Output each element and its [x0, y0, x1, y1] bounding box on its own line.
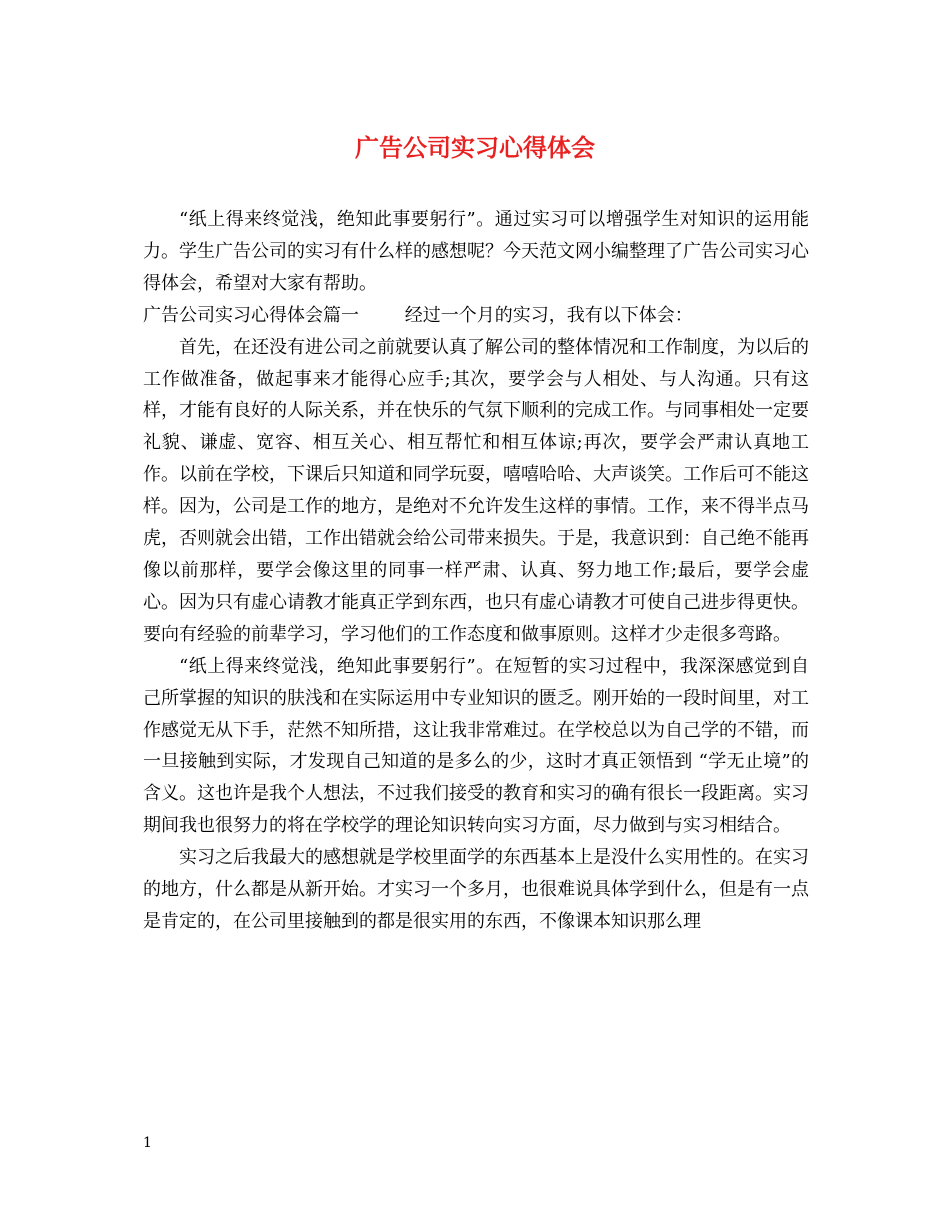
document-body: [143, 204, 809, 938]
body-paragraph-3: 实习之后我最大的感想就是学校里面学的东西基本上是没什么实用性的。在实习的地方，什么都是从新开始。才实习一个多月，也很难说具体学到什么，但是有一点是肯定的，在公司里接触到的都是很实用的东西，不像课本知识那么理: [143, 847, 809, 932]
section-heading-line: [143, 300, 809, 332]
body-paragraph-1: 首先，在还没有进公司之前就要认真了解公司的整体情况和工作制度，为以后的工作做准备，做起事来才能得心应手;其次，要学会与人相处、与人沟通。只有这样，才能有良好的人际关系，并在快乐的气氛下顺利的完成工作。与同事相处一定要礼貌、谦虚、宽容、相互关心、相互帮忙和相互体谅;再次，要学会严肃认真地工作。以前在学校，下课后只知道和同学玩耍，嘻嘻哈哈、大声谈笑。工作后可不能这样。因为，公司是工作的地方，是绝对不允许发生这样的事情。工作，来不得半点马虎，否则就会出错，工作出错就会给公司带来损失。于是，我意识到：自己绝不能再像以前那样，要学会像这里的同事一样严肃、认真、努力地工作;最后，要学会虚心。因为只有虚心请教才能真正学到东西，也只有虚心请教才可使自己进步得更快。要向有经验的前辈学习，学习他们的工作态度和做事原则。这样才少走很多弯路。: [143, 336, 809, 645]
intro-paragraph: “纸上得来终觉浅，绝知此事要躬行”。通过实习可以增强学生对知识的运用能力。学生广告公司的实习有什么样的感想呢？今天范文网小编整理了广告公司实习心得体会，希望对大家有帮助。: [143, 209, 809, 294]
body-paragraph-2: “纸上得来终觉浅，绝知此事要躬行”。在短暂的实习过程中，我深深感觉到自己所掌握的知识的肤浅和在实际运用中专业知识的匮乏。刚开始的一段时间里，对工作感觉无从下手，茫然不知所措，这让我非常难过。在学校总以为自己学的不错，而一旦接触到实际，才发现自己知道的是多么的少，这时才真正领悟到 “学无止境”的含义。这也许是我个人想法，不过我们接受的教育和实习的确有很长一段距离。实习期间我也很努力的将在学校学的理论知识转向实习方面，尽力做到与实习相结合。: [143, 655, 809, 837]
document-title: 广告公司实习心得体会: [355, 133, 595, 162]
section-heading: 广告公司实习心得体会篇一: [143, 304, 359, 326]
section-lead: 经过一个月的实习，我有以下体会：: [404, 304, 693, 326]
page-number: 1: [143, 1135, 152, 1151]
